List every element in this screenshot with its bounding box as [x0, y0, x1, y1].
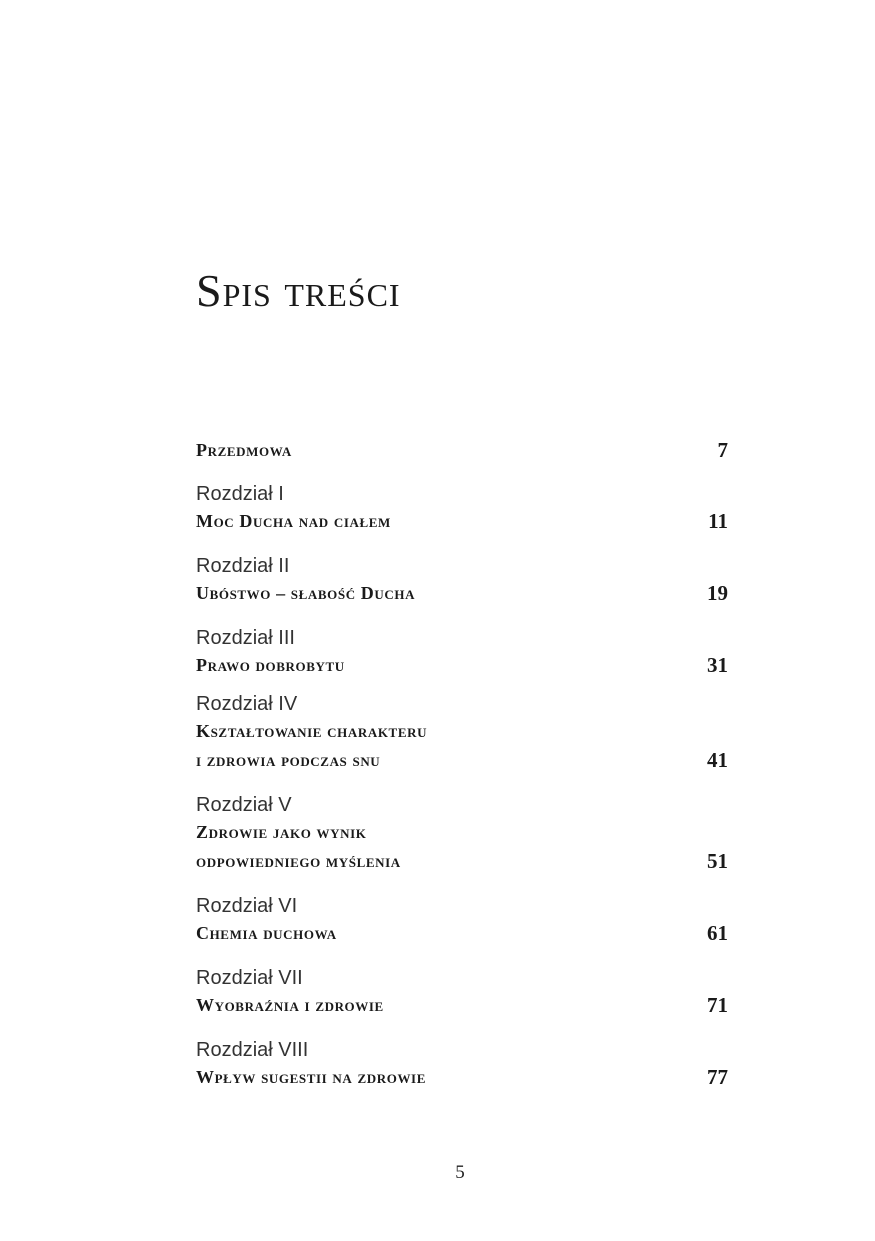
chapter-label: Rozdział VII [196, 967, 303, 989]
chapter-label: Rozdział II [196, 555, 290, 577]
toc-page-number: 41 [707, 748, 728, 772]
toc-entry-title: Wpływ sugestii na zdrowie [196, 1067, 426, 1087]
toc-page-number: 77 [707, 1065, 728, 1089]
toc-page-number: 51 [707, 849, 728, 873]
toc-entry-title: Wyobraźnia i zdrowie [196, 995, 384, 1015]
chapter-label: Rozdział III [196, 627, 295, 649]
toc-entry-title: Przedmowa [196, 440, 292, 460]
toc-entry-chapter-1[interactable] [196, 482, 728, 536]
toc-entry-title: Chemia duchowa [196, 923, 337, 943]
toc-page-number: 71 [707, 993, 728, 1017]
toc-page-number: 61 [707, 921, 728, 945]
chapter-label: Rozdział VI [196, 895, 298, 917]
table-of-contents [196, 436, 728, 1092]
toc-entry-title: Moc Ducha nad ciałem [196, 511, 391, 531]
toc-entry-title: Ubóstwo – słabość Ducha [196, 583, 416, 603]
toc-page-number: 11 [708, 509, 728, 533]
toc-entry-title-continued: i zdrowia podczas snu [196, 750, 381, 770]
page-title: Spis treści [196, 265, 401, 316]
toc-entry-chapter-3[interactable] [196, 626, 728, 680]
toc-page-number: 7 [717, 438, 728, 462]
chapter-label: Rozdział VIII [196, 1039, 309, 1061]
toc-entry-chapter-7[interactable] [196, 966, 728, 1020]
toc-entry-chapter-5[interactable] [196, 793, 728, 876]
toc-page-number: 31 [707, 653, 728, 677]
toc-entry-title-continued: odpowiedniego myślenia [196, 851, 401, 871]
chapter-label: Rozdział I [196, 483, 284, 505]
toc-entry-title: Kształtowanie charakteru [196, 721, 428, 741]
chapter-label: Rozdział IV [196, 693, 298, 715]
toc-page-number: 19 [707, 581, 728, 605]
toc-entry-title: Prawo dobrobytu [196, 655, 345, 675]
toc-entry-przedmowa[interactable] [196, 436, 728, 465]
toc-entry-title: Zdrowie jako wynik [196, 822, 367, 842]
chapter-label: Rozdział V [196, 794, 292, 816]
toc-entry-chapter-6[interactable] [196, 894, 728, 948]
page-number-footer: 5 [455, 1162, 465, 1183]
toc-entry-chapter-2[interactable] [196, 554, 728, 608]
toc-entry-chapter-4[interactable] [196, 692, 728, 775]
toc-entry-chapter-8[interactable] [196, 1038, 728, 1092]
